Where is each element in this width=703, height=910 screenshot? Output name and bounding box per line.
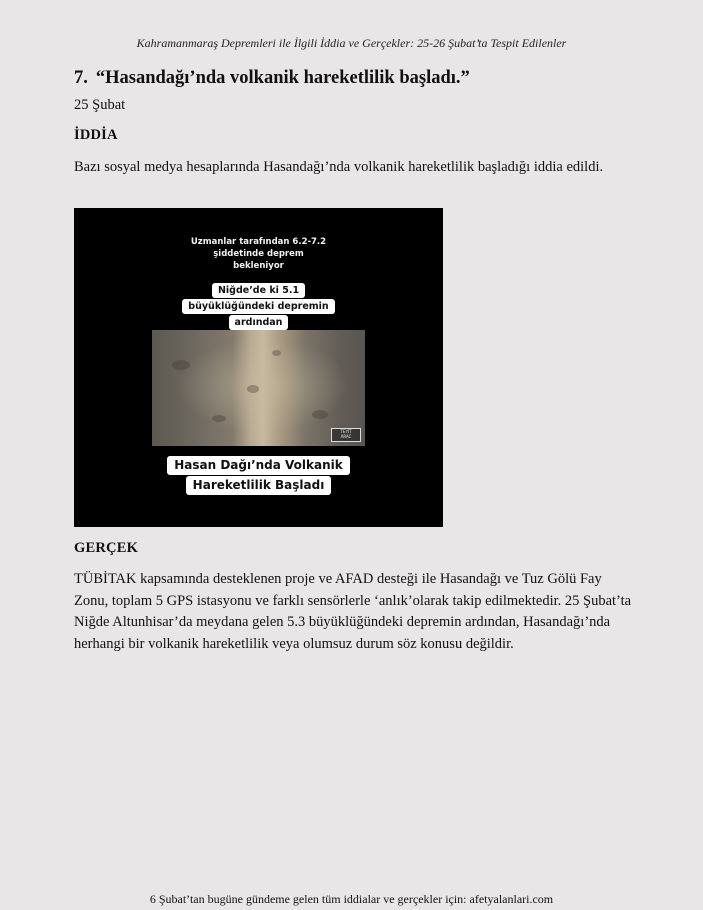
claim-label: İDDİA — [74, 127, 118, 143]
caption-top-line: Uzmanlar tarafından 6.2-7.2 — [190, 237, 327, 247]
caption-top-line: bekleniyor — [233, 261, 284, 271]
fact-label: GERÇEK — [74, 540, 139, 556]
caption-bottom-line: Hareketlilik Başladı — [186, 476, 332, 495]
page-footer: 6 Şubat’tan bugüne gündeme gelen tüm iddialar ve gerçekler için: afetyalanlari.com — [149, 892, 554, 906]
caption-middle-line: ardından — [229, 315, 289, 330]
fact-text: TÜBİTAK kapsamında desteklenen proje ve AFAD desteği ile Hasandağı ve Tuz Gölü Fay Zonu, toplam 5 GPS istasyonu ve farklı sensörlerle ‘anlık’olarak takip edilmektedir. 25 Şubat’ta Niğde Altunhisar’da meydana gelen 5.3 büyüklüğündeki depremin ardından, Hasandağı’nda herhangi bir volkanik hareketlilik veya olumsuz durum söz konusu değildir. — [74, 571, 632, 652]
running-header: Kahramanmaraş Depremleri ile İlgili İddia ve Gerçekler: 25-26 Şubat’ta Tespit Edilenler — [136, 36, 567, 50]
section-title — [74, 68, 470, 89]
watermark-line: TEYİT — [340, 429, 352, 434]
caption-middle-line: Niğde’de ki 5.1 — [212, 283, 305, 298]
ground-photo — [152, 330, 365, 446]
caption-bottom — [74, 454, 443, 494]
caption-bottom-line: Hasan Dağı’nda Volkanik — [167, 456, 350, 475]
section-heading: “Hasandağı’nda volkanik hareketlilik başladı.” — [95, 68, 470, 88]
caption-top — [74, 236, 443, 272]
watermark-logo — [331, 428, 361, 442]
caption-middle — [74, 278, 443, 326]
section-number: 7. — [74, 68, 88, 88]
claim-text: Bazı sosyal medya hesaplarında Hasandağı’nda volkanik hareketlilik başladığı iddia edildi. — [74, 159, 604, 175]
claim-screenshot — [74, 208, 443, 527]
section-date: 25 Şubat — [74, 97, 126, 113]
caption-top-line: şiddetinde deprem — [213, 249, 304, 259]
watermark-line: ARAC — [340, 434, 352, 439]
caption-middle-line: büyüklüğündeki depremin — [182, 299, 334, 314]
